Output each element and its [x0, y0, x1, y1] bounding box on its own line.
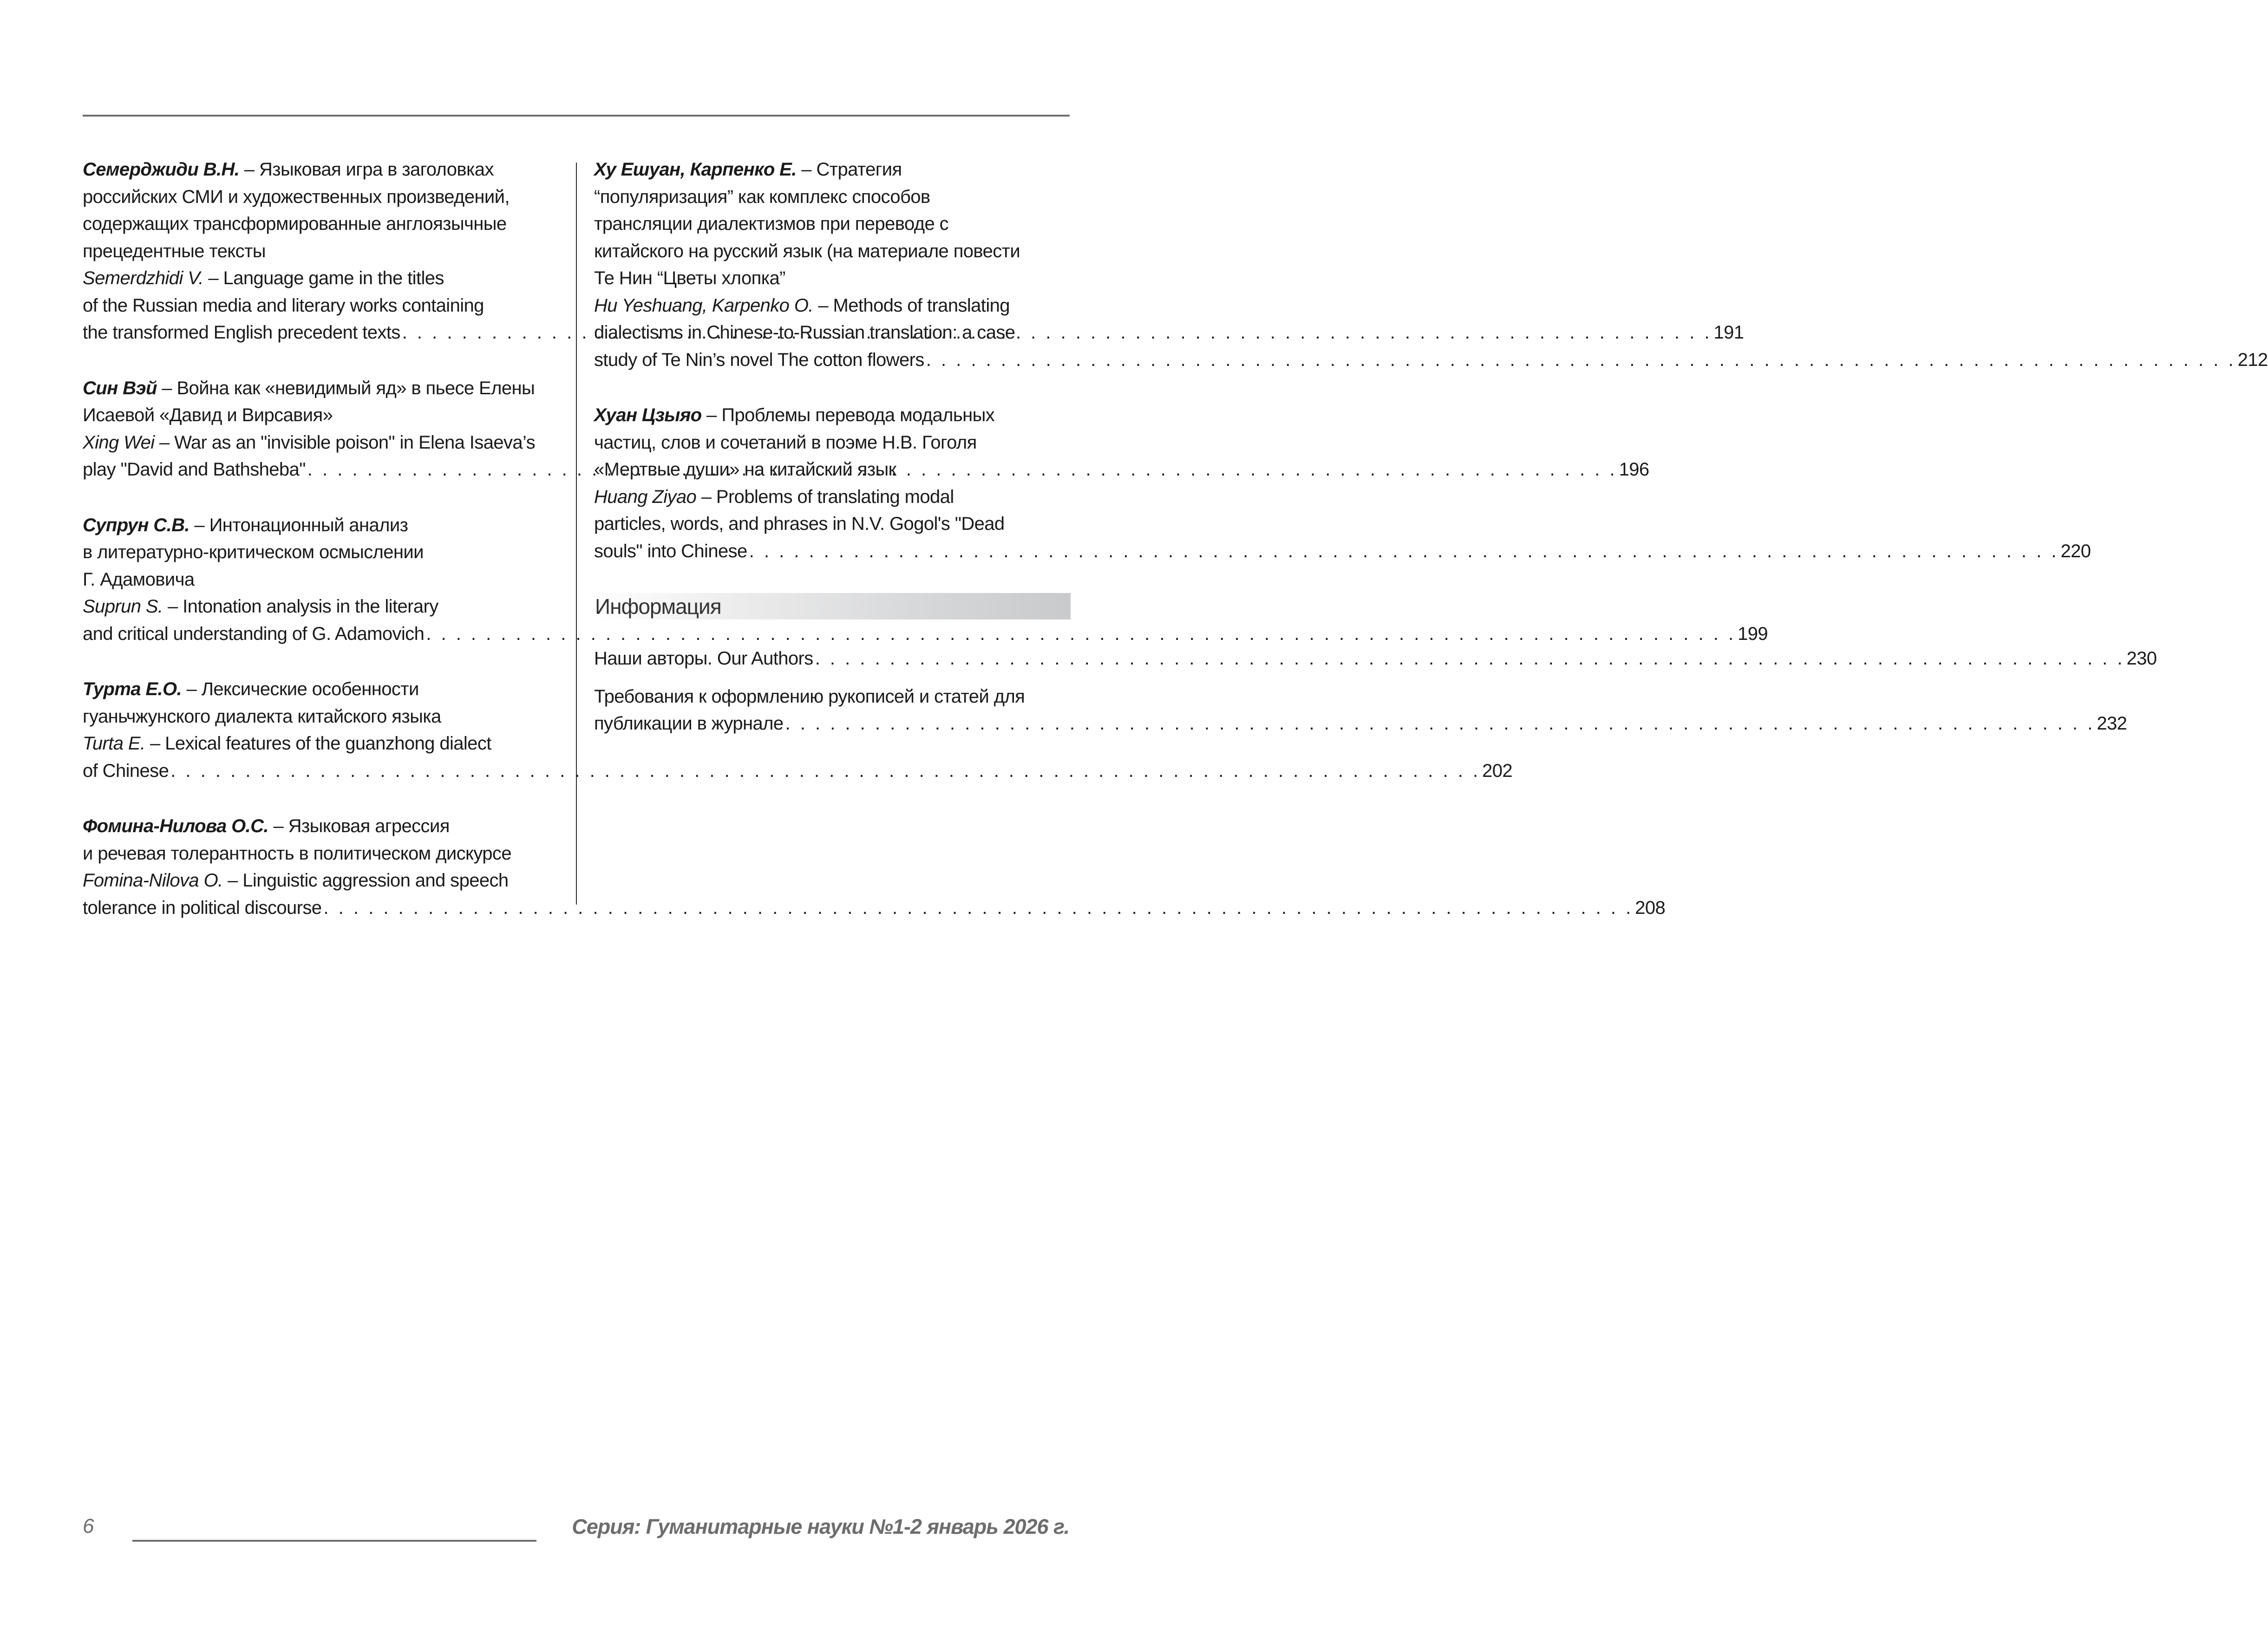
toc-title-en-line	[83, 265, 559, 292]
toc-title-ru-line	[83, 183, 559, 211]
toc-author-en: Turta E.	[83, 733, 145, 754]
toc-author-ru: Ху Ешуан, Карпенко Е.	[594, 159, 797, 180]
toc-title-ru-text: – Интонационный анализ	[189, 515, 408, 535]
toc-title-en-line	[594, 319, 1071, 346]
toc-title-ru-text: российских СМИ и художественных произведений,	[83, 186, 510, 207]
toc-title-en-last: tolerance in political discourse	[83, 897, 322, 918]
toc-title-ru-line	[594, 156, 1071, 183]
toc-title-en-text: – Linguistic aggression and speech	[222, 870, 509, 891]
toc-title-en-text: – Methods of translating	[813, 295, 1010, 316]
toc-author-ru: Семерджиди В.Н.	[83, 159, 240, 180]
toc-title-ru-text: прецедентные тексты	[83, 241, 266, 261]
dot-leader	[815, 648, 2125, 669]
section-heading-text: Информация	[595, 594, 721, 619]
toc-title-ru-text: «Мертвые души» на китайский язык	[594, 459, 896, 480]
header-rule	[83, 115, 1070, 117]
toc-title-ru-text: гуаньчжунского диалекта китайского языка	[83, 706, 441, 727]
toc-title-ru-text: Исаевой «Давид и Вирсавия»	[83, 405, 333, 425]
toc-author-en: Semerdzhidi V.	[83, 268, 203, 288]
toc-title-en-line	[83, 730, 559, 757]
toc-title-ru-line	[83, 676, 559, 703]
info-entry-title: публикации в журнале	[594, 713, 784, 734]
toc-title-ru-line	[83, 375, 559, 402]
toc-title-en-last: of Chinese	[83, 760, 169, 781]
info-entry[interactable]	[594, 683, 2127, 737]
toc-title-en-last: souls" into Chinese	[594, 541, 747, 561]
toc-title-ru-line	[83, 238, 559, 265]
toc-title-ru-line	[594, 429, 1071, 456]
info-entry-line: Требования к оформлению рукописей и статей для	[594, 686, 1025, 707]
footer-rule	[132, 1540, 536, 1542]
section-heading-information	[594, 593, 1071, 619]
toc-title-ru-line	[594, 402, 1071, 429]
toc-leader-line	[83, 620, 1768, 648]
toc-title-ru-text: в литературно-критическом осмыслении	[83, 542, 424, 562]
toc-title-en-text: dialectisms in Chinese-to-Russian translation: a case	[594, 322, 1015, 343]
info-entries	[594, 645, 2157, 737]
toc-leader-line	[83, 894, 1666, 922]
toc-title-ru-line	[594, 210, 1071, 238]
toc-author-ru: Турта Е.О.	[83, 679, 182, 699]
info-page-number[interactable]: 230	[2126, 648, 2157, 669]
toc-title-ru-text: Г. Адамовича	[83, 569, 195, 590]
toc-entry[interactable]	[83, 813, 1666, 921]
toc-title-en-text: – Intonation analysis in the literary	[163, 596, 438, 617]
toc-page-number[interactable]: 196	[1619, 459, 1649, 480]
toc-title-ru-text: китайского на русский язык (на материале повести	[594, 241, 1020, 261]
toc-author-en: Hu Yeshuang, Karpenko O.	[594, 295, 813, 316]
toc-title-ru-line	[83, 539, 559, 566]
toc-title-en-last: the transformed English precedent texts	[83, 322, 400, 343]
dot-leader	[170, 761, 1480, 781]
toc-title-ru-text: – Стратегия	[796, 159, 902, 180]
toc-author-en: Suprun S.	[83, 596, 163, 617]
toc-leader-line	[594, 538, 2091, 565]
footer-page-number: 6	[83, 1515, 94, 1538]
dot-leader	[749, 541, 2059, 561]
toc-page-number[interactable]: 191	[1713, 322, 1744, 343]
toc-title-en-text: of the Russian media and literary works containing	[83, 295, 484, 316]
toc-title-en-line	[83, 429, 559, 456]
toc-title-ru-line	[83, 512, 559, 539]
toc-page-number[interactable]: 212	[2237, 349, 2268, 370]
dot-leader	[785, 713, 2095, 734]
toc-page-number[interactable]: 208	[1635, 897, 1666, 918]
toc-author-ru: Син Вэй	[83, 378, 157, 398]
toc-leader-line	[83, 757, 1513, 785]
toc-title-ru-text: частиц, слов и сочетаний в поэме Н.В. Гоголя	[594, 432, 977, 453]
toc-title-ru-line	[83, 703, 559, 730]
info-page-number[interactable]: 232	[2097, 713, 2127, 734]
info-entry[interactable]	[594, 645, 2157, 672]
toc-title-ru-line	[83, 566, 559, 593]
toc-author-ru: Фомина-Нилова О.С.	[83, 816, 268, 836]
toc-page-number[interactable]: 220	[2060, 541, 2091, 561]
toc-title-ru-text: – Проблемы перевода модальных	[701, 405, 995, 425]
dot-leader	[323, 898, 1633, 918]
toc-title-en-line	[594, 483, 1071, 511]
toc-title-ru-line	[83, 813, 559, 840]
toc-title-en-text: particles, words, and phrases in N.V. Gogol's "Dead	[594, 514, 1005, 534]
toc-author-en: Fomina-Nilova O.	[83, 870, 223, 891]
toc-title-ru-text: – Языковая агрессия	[268, 816, 450, 836]
toc-title-ru-text: “популяризация” как комплекс способов	[594, 186, 930, 207]
column-divider	[576, 163, 577, 905]
toc-title-en-text: – Lexical features of the guanzhong dialect	[145, 733, 491, 754]
toc-title-ru-line	[594, 265, 1071, 292]
toc-title-ru-text: Те Нин “Цветы хлопка”	[594, 268, 785, 288]
toc-title-en-text: – Problems of translating modal	[696, 486, 954, 507]
toc-author-en: Xing Wei	[83, 432, 155, 453]
dot-leader	[926, 350, 2236, 370]
toc-title-en-line	[83, 867, 559, 894]
toc-page-number[interactable]: 202	[1482, 760, 1513, 781]
toc-title-en-last: play "David and Bathsheba"	[83, 459, 306, 480]
info-leader-line	[594, 710, 2127, 737]
toc-leader-line	[594, 346, 2268, 374]
toc-title-en-line	[594, 292, 1071, 319]
toc-title-en-line	[83, 593, 559, 620]
toc-title-ru-line	[594, 183, 1071, 211]
toc-title-ru-line	[83, 156, 559, 183]
toc-title-ru-text: трансляции диалектизмов при переводе с	[594, 214, 949, 234]
toc-title-ru-line	[83, 840, 559, 867]
toc-title-en-last: study of Te Nin’s novel The cotton flowers	[594, 349, 924, 370]
toc-title-ru-text: и речевая толерантность в политическом дискурсе	[83, 843, 511, 864]
toc-title-ru-text: – Война как «невидимый яд» в пьесе Елены	[157, 378, 535, 398]
info-entry-title: Наши авторы. Our Authors	[594, 648, 813, 669]
toc-title-ru-line	[594, 238, 1071, 265]
toc-title-ru-line	[83, 210, 559, 238]
toc-title-en-text: – War as an "invisible poison" in Elena Isaeva’s	[154, 432, 535, 453]
toc-title-en-text: – Language game in the titles	[203, 268, 444, 288]
toc-title-ru-line	[83, 402, 559, 429]
toc-title-ru-line	[594, 456, 1071, 483]
toc-page-number[interactable]: 199	[1738, 623, 1768, 644]
toc-author-en: Huang Ziyao	[594, 486, 697, 507]
toc-title-en-line	[594, 510, 1071, 538]
toc-title-ru-text: содержащих трансформированные англоязычные	[83, 214, 507, 234]
footer-series-title: Серия: Гуманитарные науки №1-2 январь 2026 г.	[572, 1515, 1069, 1538]
toc-title-en-line	[83, 292, 559, 319]
toc-title-ru-text: – Языковая игра в заголовках	[239, 159, 494, 180]
info-leader-line	[594, 645, 2157, 672]
toc-author-ru: Хуан Цзыяо	[594, 405, 702, 425]
toc-title-en-last: and critical understanding of G. Adamovich	[83, 623, 425, 644]
toc-title-ru-text: – Лексические особенности	[182, 679, 419, 699]
toc-author-ru: Супрун С.В.	[83, 515, 190, 535]
